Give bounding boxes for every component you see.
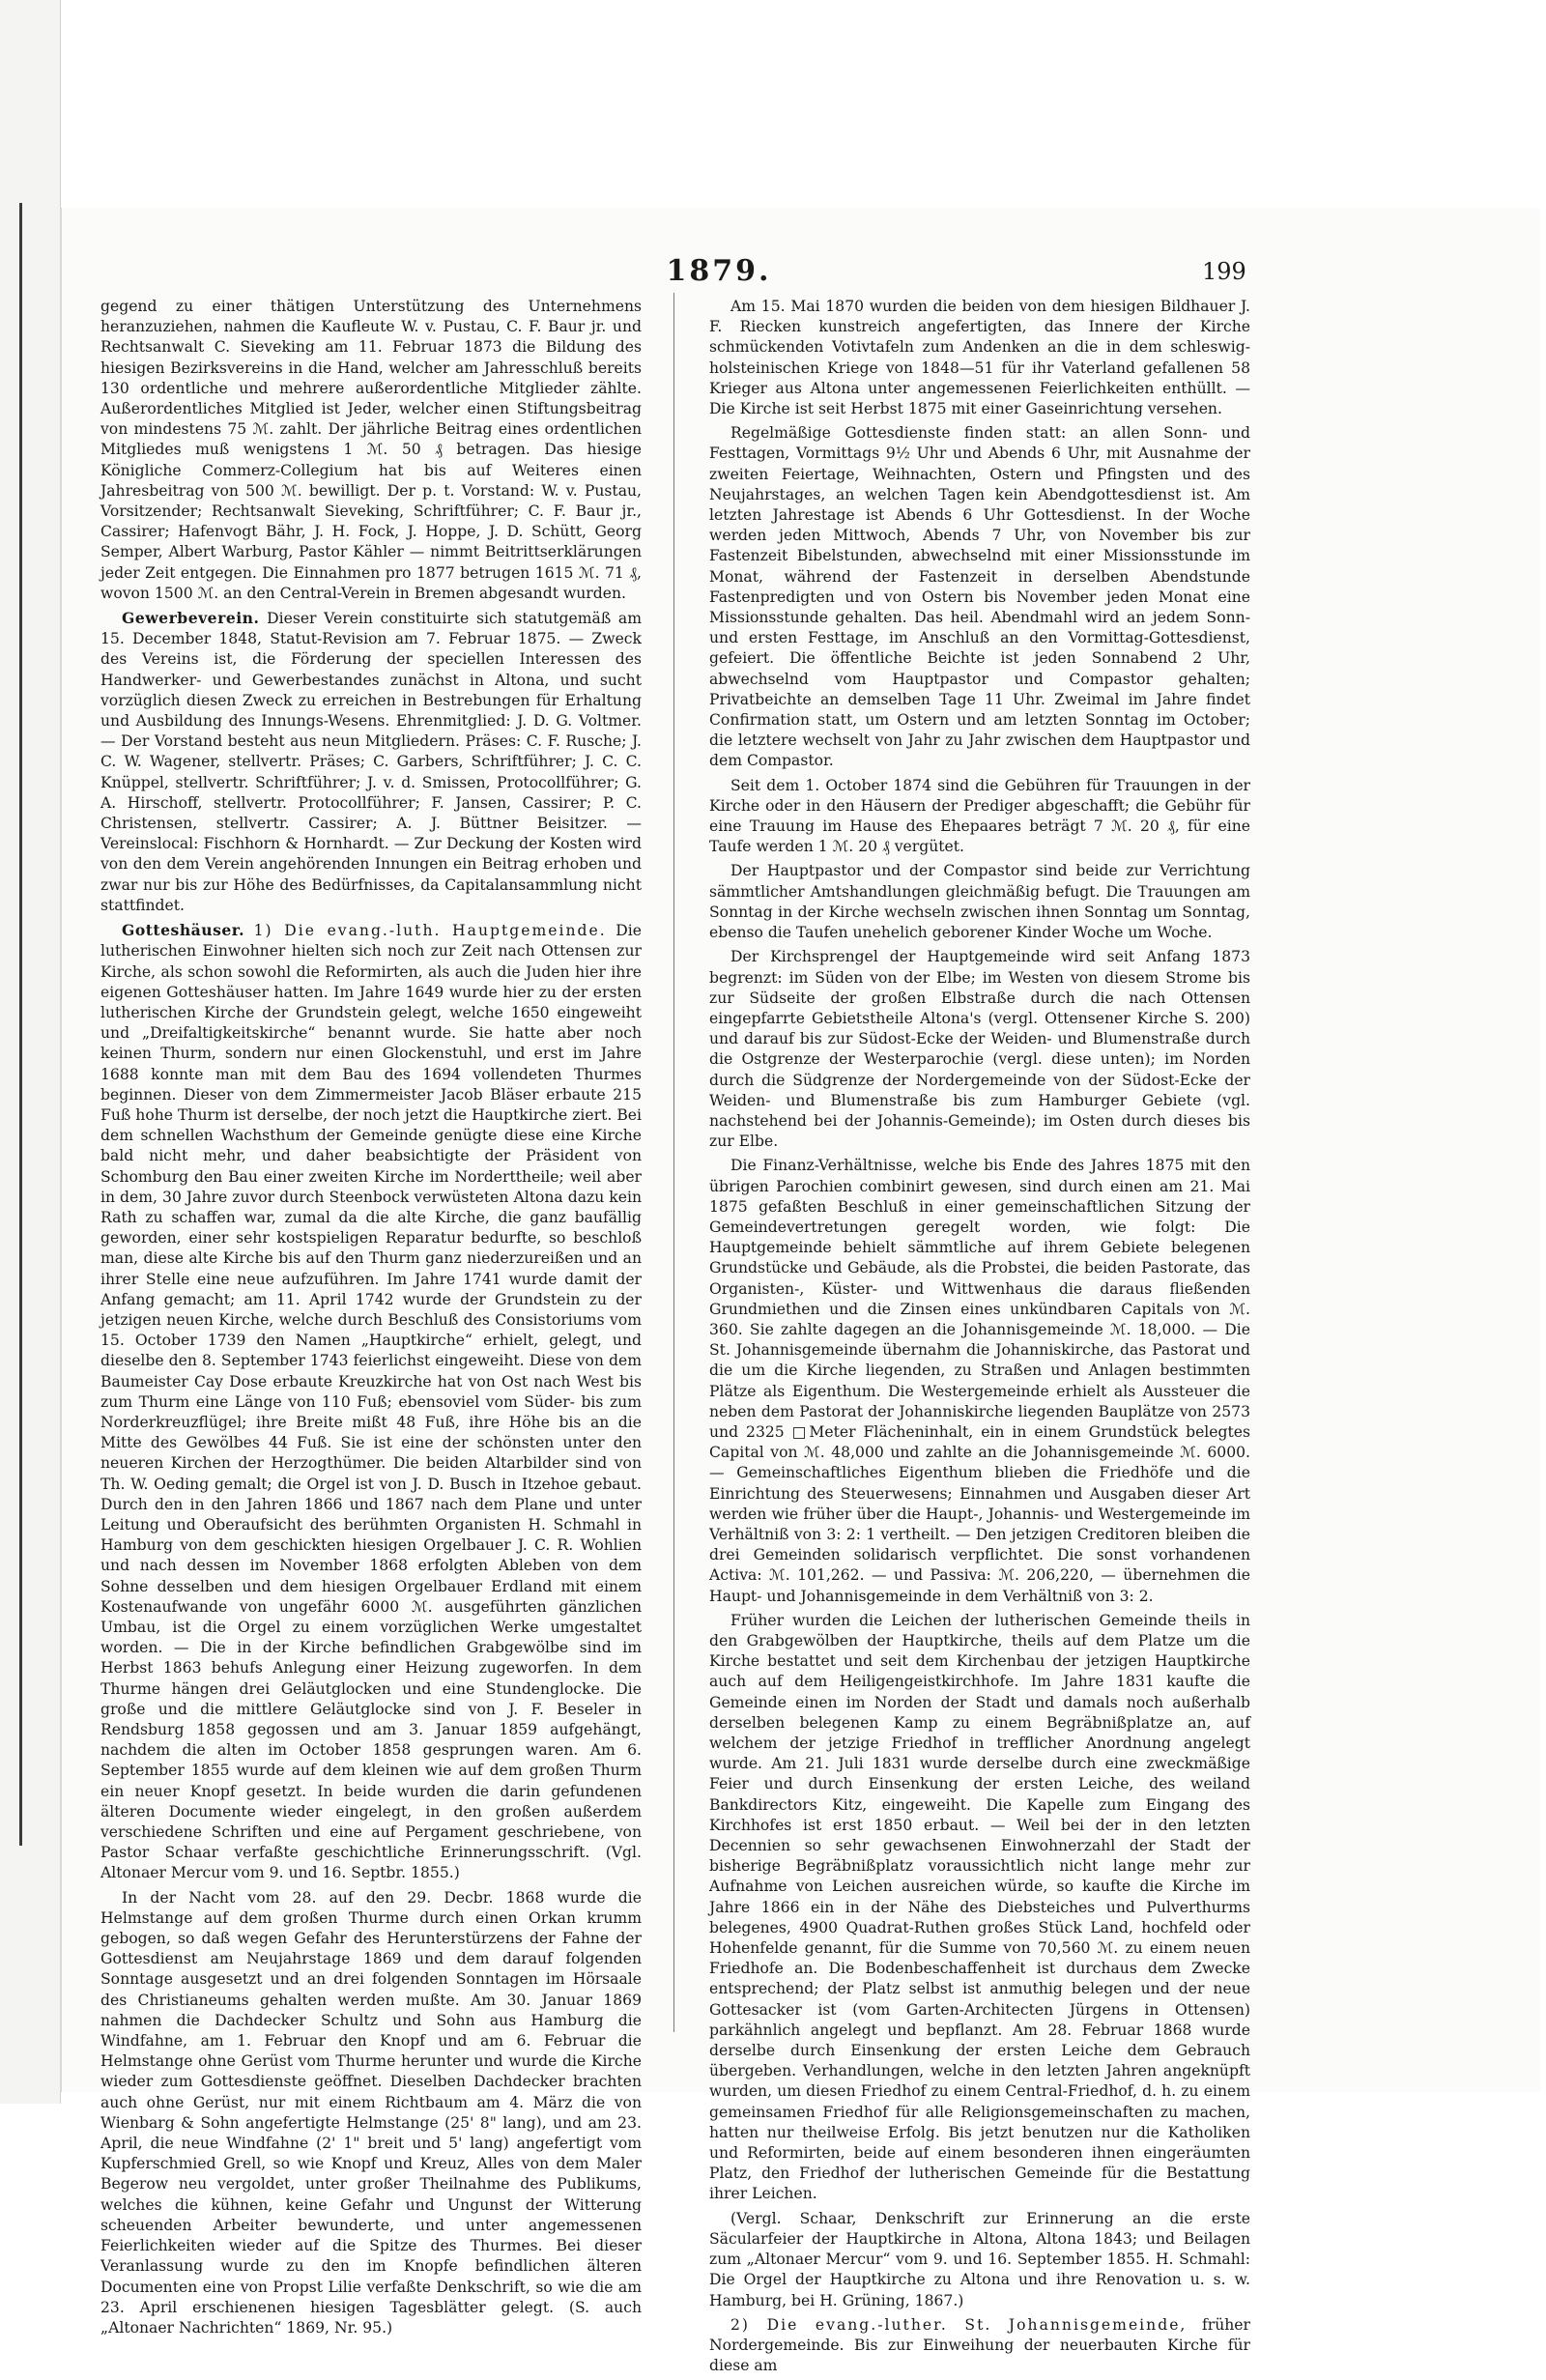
left-column	[100, 297, 642, 2342]
subsection-heading: 2) Die evang.-luther. St. Johannisgemeinde,	[730, 2315, 1188, 2334]
paragraph: Die Finanz-Verhältnisse, welche bis Ende des Jahres 1875 mit den übrigen Parochien combinirt gewesen, sind durch einen am 21. Mai 1875 gefaßten Beschluß in einer gemeinschaftlichen Sitzung der Gemeindevertretungen geregelt worden, wie folgt: Die Hauptgemeinde behielt sämmtliche auf ihrem Gebiete belegenen Grundstücke und Gebäude, als die Probstei, die beiden Pastorate, das Organisten-, Küster- und Wittwenhaus die daraus fließenden Grundmiethen und die Zinsen eines unkündbaren Capitals von ℳ. 360. Sie zahlte dagegen an die Johannisgemeinde ℳ. 18,000. — Die St. Johannisgemeinde übernahm die Johanniskirche, das Pastorat und die um die Kirche liegenden, zu Straßen und Anlagen bestimmten Plätze als Eigenthum. Die Westergemeinde erhielt als Aussteuer die neben dem Pastorat der Johanniskirche liegenden Bauplätze von 2573 und 2325 □Meter Flächeninhalt, ein in einem Grundstück belegtes Capital von ℳ. 48,000 und zahlte an die Johannisgemeinde ℳ. 6000. — Gemeinschaftliches Eigenthum blieben die Friedhöfe und die Einrichtung des Steuerwesens; Einnahmen und Ausgaben dieser Art werden wie früher über die Haupt-, Johannis- und Westergemeinde im Verhältniß von 3: 2: 1 vertheilt. — Den jetzigen Creditoren bleiben die drei Gemeinden solidarisch verpflichtet. Die sonst vorhandenen Activa: ℳ. 101,262. — und Passiva: ℳ. 206,220, — übernehmen die Haupt- und Johannisgemeinde in dem Verhältniß von 3: 2.	[709, 1157, 1250, 1605]
page-header	[62, 254, 1540, 293]
paragraph: In der Nacht vom 28. auf den 29. Decbr. 1868 wurde die Helmstange auf dem großen Thurme durch einen Orkan krumm gebogen, so daß wegen Gefahr des Herunterstürzens der Fahne der Gottesdienst am Neujahrstage 1869 und dem darauf folgenden Sonntage ausgesetzt und an drei folgenden Sonntagen im Hörsaale des Christianeums gehalten werden mußte. Am 30. Januar 1869 nahmen die Dachdecker Schultz und Sohn aus Hamburg die Windfahne, am 1. Februar den Knopf und am 6. Februar die Helmstange ohne Gerüst vom Thurme herunter und wurde die Kirche wieder zum Gottesdienste geöffnet. Dieselben Dachdecker brachten auch ohne Gerüst, nur mit einem Richtbaum am 4. März die von Wienbarg & Sohn angefertigte Helmstange (25' 8" lang), und am 23. April, die neue Windfahne (2' 1" breit und 5' lang) angefertigt vom Kupferschmied Grell, so wie Knopf und Kreuz, Alles von dem Maler Begerow neu vergoldet, unter großer Theilnahme des Publikums, welches die kühnen, keine Gefahr und Ungunst der Witterung scheuenden Arbeiter bewunderte, und unter angemessenen Feierlichkeiten wieder auf die Spitze des Thurmes. Bei dieser Veranlassung wurde zu den im Knopfe befindlichen älteren Documenten eine von Propst Lilie verfaßte Denkschrift, so wie die am 23. April erschienenen hiesigen Tagesblätter gelegt. (S. auch „Altonaer Nachrichten“ 1869, Nr. 95.)	[100, 1888, 642, 2337]
adjacent-page-edge	[0, 0, 61, 2104]
paragraph: Seit dem 1. October 1874 sind die Gebühren für Trauungen in der Kirche oder in den Häusern der Prediger abgeschafft; die Gebühr für eine Trauung im Hause des Ehepaares beträgt 7 ℳ. 20 ₰, für eine Taufe werden 1 ℳ. 20 ₰ vergütet.	[709, 776, 1250, 856]
year-heading: 1879.	[666, 254, 772, 288]
subsection-heading: 1) Die evang.-luth. Hauptgemeinde.	[253, 922, 607, 940]
page-number: 199	[1202, 258, 1246, 285]
paragraph: Früher wurden die Leichen der lutherischen Gemeinde theils in den Grabgewölben der Hauptkirche, theils auf dem Platze um die Kirche bestattet und seit dem Kirchenbau der jetzigen Hauptkirche auch auf dem Heiligengeistkirchhofe. Im Jahre 1831 kaufte die Gemeinde einen im Norden der Stadt und damals noch außerhalb derselben belegenen Kamp zu einem Begräbnißplatze an, auf welchem der jetzige Friedhof in trefflicher Anordnung angelegt wurde. Am 21. Juli 1831 wurde derselbe durch eine zweckmäßige Feier und durch Einsenkung der ersten Leiche, des weiland Bankdirectors Kitz, eingeweiht. Die Kapelle zum Eingang des Kirchhofes ist erst 1850 erbaut. — Weil bei der in den letzten Decennien so sehr gewachsenen Einwohnerzahl der Stadt der bisherige Begräbnißplatz voraussichtlich nicht lange mehr zur Aufnahme von Leichen ausreichen würde, so kaufte die Kirche im Jahre 1866 ein in der Nähe des Diebsteiches und Pulverthurms belegenes, 4900 Quadrat-Ruthen großes Stück Land, hochfeld oder Hohenfelde genannt, für die Summe von 70,560 ℳ. zu einem neuen Friedhofe an. Die Bodenbeschaffenheit ist durchaus dem Zwecke entsprechend; der Platz selbst ist anmuthig belegen und der neue Gottesacker ist (vom Garten-Architecten Jürgens in Ottensen) parkähnlich angelegt und bepflanzt. Am 28. Februar 1868 wurde derselbe durch Einsenkung der ersten Leiche dem Gebrauch übergeben. Verhandlungen, welche in den letzten Jahren angeknüpft wurden, um diesen Friedhof zu einem Central-Friedhof, d. h. zu einem gemeinsamen Friedhof für alle Religionsgemeinschaften zu machen, hatten nur theilweise Erfolg. Bis jetzt benutzen nur die Katholiken und Reformirten, beide auf einem besonderen ihnen eingeräumten Platz, den Friedhof der lutherischen Gemeinde für die Bestattung ihrer Leichen.	[709, 1611, 1250, 2203]
paragraph: Am 15. Mai 1870 wurden die beiden von dem hiesigen Bildhauer J. F. Riecken kunstreich angefertigten, das Innere der Kirche schmückenden Votivtafeln zum Andenken an die in dem schleswig-holsteinischen Kriege von 1848—51 für ihr Vaterland gefallenen 58 Krieger aus Altona unter angemessenen Feierlichkeiten enthüllt. — Die Kirche ist seit Herbst 1875 mit einer Gaseinrichtung versehen.	[709, 298, 1250, 418]
section-heading: Gewerbeverein.	[122, 609, 260, 628]
column-divider	[673, 293, 674, 2032]
paragraph: Gotteshäuser. 1) Die evang.-luth. Hauptgemeinde. Die lutherischen Einwohner hielten sich noch zur Zeit nach Ottensen zur Kirche, als schon sowohl die Reformirten, als auch die Juden hier ihre eigenen Gotteshäuser hatten. Im Jahre 1649 wurde hier zu der ersten lutherischen Kirche der Grundstein gelegt, welche 1650 eingeweiht und „Dreifaltigkeitskirche“ benannt wurde. Sie hatte aber noch keinen Thurm, sondern nur einen Glockenstuhl, und erst im Jahre 1688 konnte man mit dem Bau des 1694 vollendeten Thurmes beginnen. Dieser von dem Zimmermeister Jacob Bläser erbaute 215 Fuß hohe Thurm ist derselbe, der noch jetzt die Hauptkirche ziert. Bei dem schnellen Wachsthum der Gemeinde genügte diese eine Kirche bald nicht mehr, und daher beabsichtigte der Präsident von Schomburg den Bau einer zweiten Kirche im Norderttheile; weil aber in dem, 30 Jahre zuvor durch Steenbock verwüsteten Altona dazu kein Rath zu schaffen war, zumal da die alte Kirche, die ganz baufällig geworden, einer sehr kostspieligen Reparatur bedurfte, so beschloß man, diese alte Kirche bis auf den Thurm ganz niederzureißen und an ihrer Stelle eine neue aufzuführen. Im Jahre 1741 wurde damit der Anfang gemacht; am 11. April 1742 wurde der Grundstein zu der jetzigen neuen Kirche, welche durch Beschluß des Consistoriums vom 15. October 1739 den Namen „Hauptkirche“ erhielt, gelegt, und dieselbe den 8. September 1743 feierlichst eingeweiht. Diese von dem Baumeister Cay Dose erbaute Kreuzkirche hat von Ost nach West bis zum Thurm eine Länge von 110 Fuß; ebensoviel vom Süder- bis zum Norderkreuzflügel; ihre Breite mißt 48 Fuß, ihre Höhe bis an die Mitte des Gewölbes 44 Fuß. Sie ist eine der schönsten unter den neueren Kirchen der Herzogthümer. Die beiden Altarbilder sind von Th. W. Oeding gemalt; die Orgel ist von J. D. Busch in Itzehoe gebaut. Durch den in den Jahren 1866 und 1867 nach dem Plane und unter Leitung und Oberaufsicht des berühmten Organisten H. Schmahl in Hamburg von dem geschickten hiesigen Orgelbauer J. C. R. Wohlien und nach dessen im November 1868 erfolgten Ableben von dem Sohne desselben und dem hiesigen Orgelbauer Erdland mit einem Kostenaufwande von ungefähr 6000 ℳ. ausgeführten gänzlichen Umbau, ist die Orgel zu einem vorzüglichen Werke umgestaltet worden. — Die in der Kirche befindlichen Grabgewölbe sind im Herbst 1863 behufs Anlegung einer Heizung zugeworfen. In dem Thurme hängen drei Geläutglocken und eine Stundenglocke. Die große und die mittlere Geläutglocke sind von J. F. Beseler in Rendsburg 1858 gegossen und am 3. Januar 1859 aufgehängt, nachdem die alten im October 1858 gesprungen waren. Am 6. September 1855 wurde auf dem kleinen wie auf dem großen Thurm ein neuer Knopf gesetzt. In beide wurden die darin gefundenen älteren Documente wieder eingelegt, in den großen außerdem verschiedene Schriften und eine auf Pergament geschriebene, von Pastor Schaar verfaßte geschichtliche Erinnerungsschrift. (Vgl. Altonaer Mercur vom 9. und 16. Septbr. 1855.)	[100, 921, 642, 1882]
paragraph: Der Kirchsprengel der Hauptgemeinde wird seit Anfang 1873 begrenzt: im Süden von der Elbe; im Westen von diesem Strome bis zur Südseite der großen Elbstraße durch die nach Ottensen eingepfarrte Gebietstheile Altona's (vergl. Ottensener Kirche S. 200) und darauf bis zur Südost-Ecke der Weiden- und Blumenstraße durch die Ostgrenze der Westerparochie (vergl. diese unten); im Norden durch die Südgrenze der Nordergemeinde von der Südost-Ecke der Weiden- und Blumenstraße bis zum Hamburger Gebiete (vgl. nachstehend bei der Johannis-Gemeinde); im Osten durch dieses bis zur Elbe.	[709, 948, 1250, 1151]
paragraph: Regelmäßige Gottesdienste finden statt: an allen Sonn- und Festtagen, Vormittags 9½ Uhr und Abends 6 Uhr, mit Ausnahme der zweiten Feiertage, Weihnachten, Ostern und Pfingsten und des Neujahrstages, an welchen Tagen kein Abendgottesdienst ist. Am letzten Jahrestage ist Abends 6 Uhr Gottesdienst. In der Woche werden jeden Mittwoch, Abends 7 Uhr, von November bis zur Fastenzeit Bibelstunden, abwechselnd mit einer Missionsstunde im Monat, während der Fastenzeit in derselben Abendstunde Fastenpredigten und von Ostern bis November jeden Monat eine Missionsstunde gehalten. Das heil. Abendmahl wird an jedem Sonn- und ersten Festtage, im Anschluß an den Vormittag-Gottesdienst, gefeiert. Die öffentliche Beichte ist jeden Sonnabend 2 Uhr, abwechselnd vom Hauptpastor und Compastor gehalten; Privatbeichte an demselben Tage 11 Uhr. Zweimal im Jahre findet Confirmation statt, um Ostern und am letzten Sonntag im October; die letztere wechselt von Jahr zu Jahr zwischen dem Hauptpastor und dem Compastor.	[709, 424, 1250, 770]
paragraph: Gewerbeverein. Dieser Verein constituirte sich statutgemäß am 15. December 1848, Statut-Revision am 7. Februar 1875. — Zweck des Vereins ist, die Förderung der speciellen Interessen des Handwerker- und Gewerbestandes zunächst in Altona, und sucht vorzüglich diesen Zweck zu erreichen in Bestrebungen für Erhaltung und Ausbildung des Innungs-Wesens. Ehrenmitglied: J. D. G. Voltmer. — Der Vorstand besteht aus neun Mitgliedern. Präses: C. F. Rusche; J. C. W. Wagener, stellvertr. Präses; C. Garbers, Schriftführer; J. C. C. Knüppel, stellvertr. Schriftführer; J. v. d. Smissen, Protocollführer; G. A. Hirschoff, stellvertr. Protocollführer; F. Jansen, Cassirer; P. C. Christensen, stellvertr. Cassirer; A. J. Büttner Beisitzer. — Vereinslocal: Fischhorn & Hornhardt. — Zur Deckung der Kosten wird von den dem Verein angehörenden Innungen ein Beitrag erhoben und zwar nur bis zur Höhe des Bedürfnisses, da Capitalansammlung nicht stattfindet.	[100, 609, 642, 914]
paragraph: (Vergl. Schaar, Denkschrift zur Erinnerung an die erste Säcularfeier der Hauptkirche in Altona, Altona 1843; und Beilagen zum „Altonaer Mercur“ vom 9. und 16. September 1855. H. Schmahl: Die Orgel der Hauptkirche zu Altona und ihre Renovation u. s. w. Hamburg, bei H. Grüning, 1867.)	[709, 2209, 1250, 2309]
paragraph: Der Hauptpastor und der Compastor sind beide zur Verrichtung sämmtlicher Amtshandlungen gleichmäßig befugt. Die Trauungen am Sonntag in der Kirche wechseln zwischen ihnen Sonntag um Sonntag, ebenso die Taufen unehelich geborener Kinder Woche um Woche.	[709, 862, 1250, 942]
paragraph: gegend zu einer thätigen Unterstützung des Unternehmens heranzuziehen, nahmen die Kaufleute W. v. Pustau, C. F. Baur jr. und Rechtsanwalt C. Sieveking am 11. Februar 1873 die Bildung des hiesigen Bezirksvereins in die Hand, welcher am Jahresschluß bereits 130 ordentliche und mehrere außerordentliche Mitglieder zählte. Außerordentliches Mitglied ist Jeder, welcher einen Stiftungsbeitrag von mindestens 75 ℳ. zahlt. Der jährliche Beitrag eines ordentlichen Mitgliedes muß wenigstens 1 ℳ. 50 ₰ betragen. Das hiesige Königliche Commerz-Collegium hat bis auf Weiteres einen Jahresbeitrag von 500 ℳ. bewilligt. Der p. t. Vorstand: W. v. Pustau, Vorsitzender; Rechtsanwalt Sieveking, Schriftführer; C. F. Baur jr., Cassirer; Hafenvogt Bähr, J. H. Fock, J. Hoppe, J. D. Schütt, Georg Semper, Albert Warburg, Pastor Kähler — nimmt Beitrittserklärungen jeder Zeit entgegen. Die Einnahmen pro 1877 betrugen 1615 ℳ. 71 ₰, wovon 1500 ℳ. an den Central-Verein in Bremen abgesandt wurden.	[100, 298, 642, 602]
page	[62, 208, 1540, 2375]
paragraph: 2) Die evang.-luther. St. Johannisgemeinde, früher Nordergemeinde. Bis zur Einweihung der neuerbauten Kirche für diese am	[709, 2315, 1250, 2375]
right-column	[709, 297, 1250, 2380]
section-heading: Gotteshäuser.	[122, 921, 245, 940]
